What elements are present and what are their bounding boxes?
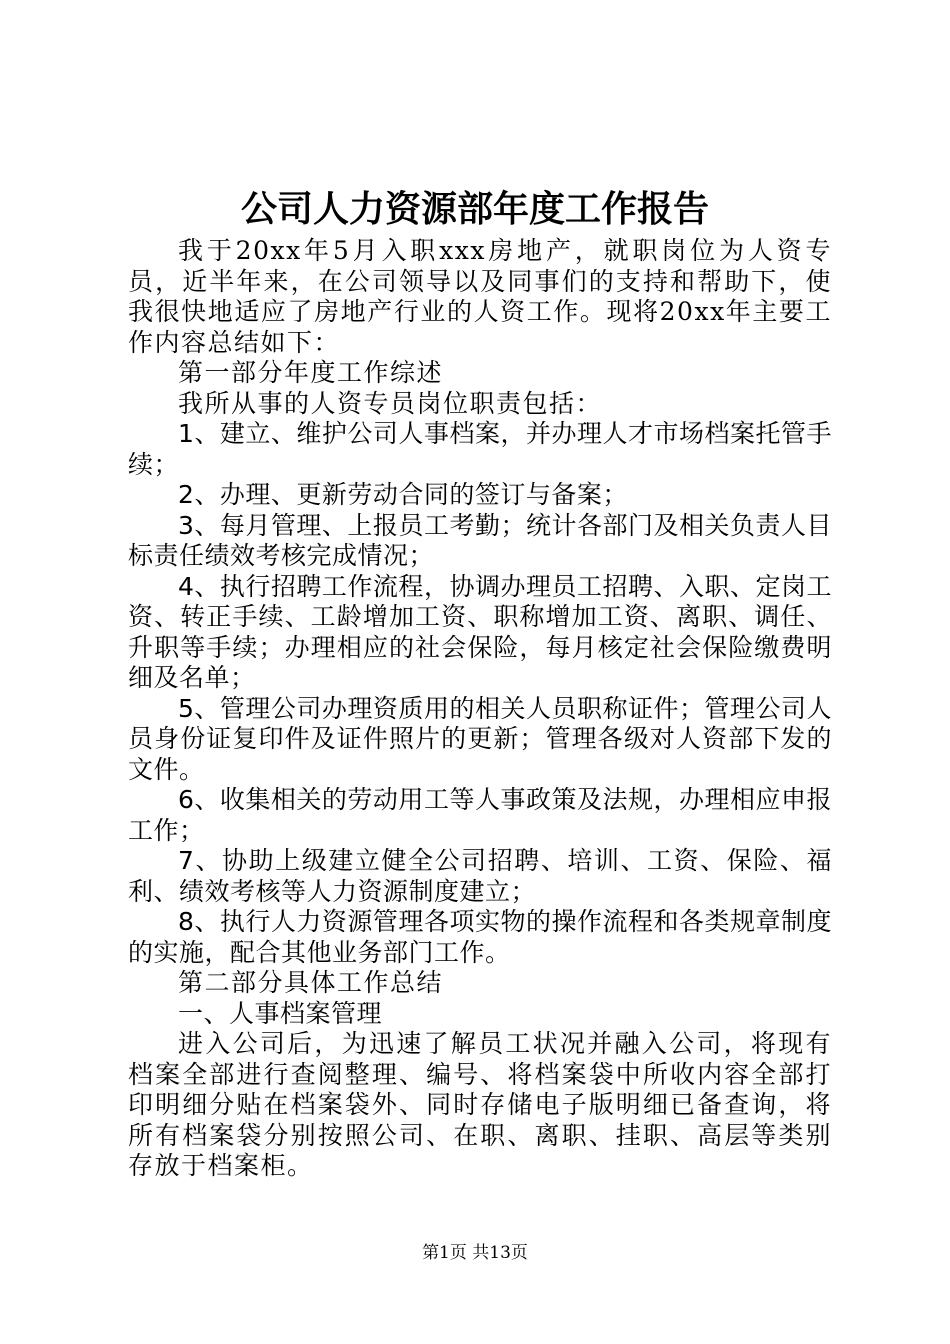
- page-number-footer: 第1页 共13页: [422, 1243, 528, 1263]
- duty-item-3: 3、每月管理、上报员工考勤；统计各部门及相关负责人目标责任绩效考核完成情况；: [128, 510, 832, 570]
- document-body: [128, 236, 832, 1182]
- subsection-heading-archive: 一、人事档案管理: [178, 998, 383, 1028]
- section-heading-part-one: 第一部分年度工作综述: [178, 358, 444, 387]
- document-title: 公司人力资源部年度工作报告: [240, 188, 709, 230]
- section-heading-part-two: 第二部分具体工作总结: [178, 968, 444, 997]
- archive-paragraph: 进入公司后，为迅速了解员工状况并融入公司，将现有档案全部进行查阅整理、编号、将档案袋中所收内容全部打印明细分贴在档案袋外、同时存储电子版明细已备查询，将所有档案袋分别按照公司、在职、离职、挂职、高层等类别存放于档案柜。: [128, 1029, 832, 1180]
- duty-item-1: 1、建立、维护公司人事档案，并办理人才市场档案托管手续；: [128, 419, 832, 479]
- duty-item-5: 5、管理公司办理资质用的相关人员职称证件；管理公司人员身份证复印件及证件照片的更新；管理各级对人资部下发的文件。: [128, 693, 832, 784]
- intro-paragraph: 我于20xx年5月入职xxx房地产，就职岗位为人资专员，近半年来，在公司领导以及同事们的支持和帮助下，使我很快地适应了房地产行业的人资工作。现将20xx年主要工作内容总结如下：: [128, 236, 832, 357]
- duties-intro-paragraph: 我所从事的人资专员岗位职责包括：: [178, 388, 603, 418]
- duty-item-4: 4、执行招聘工作流程，协调办理员工招聘、入职、定岗工资、转正手续、工龄增加工资、职称增加工资、离职、调任、升职等手续；办理相应的社会保险，每月核定社会保险缴费明细及名单；: [128, 571, 832, 692]
- duty-item-2: 2、办理、更新劳动合同的签订与备案；: [178, 480, 628, 509]
- duty-item-8: 8、执行人力资源管理各项实物的操作流程和各类规章制度的实施，配合其他业务部门工作。: [128, 907, 832, 967]
- duty-item-7: 7、协助上级建立健全公司招聘、培训、工资、保险、福利、绩效考核等人力资源制度建立；: [128, 846, 832, 906]
- duty-item-6: 6、收集相关的劳动用工等人事政策及法规，办理相应申报工作；: [128, 785, 832, 845]
